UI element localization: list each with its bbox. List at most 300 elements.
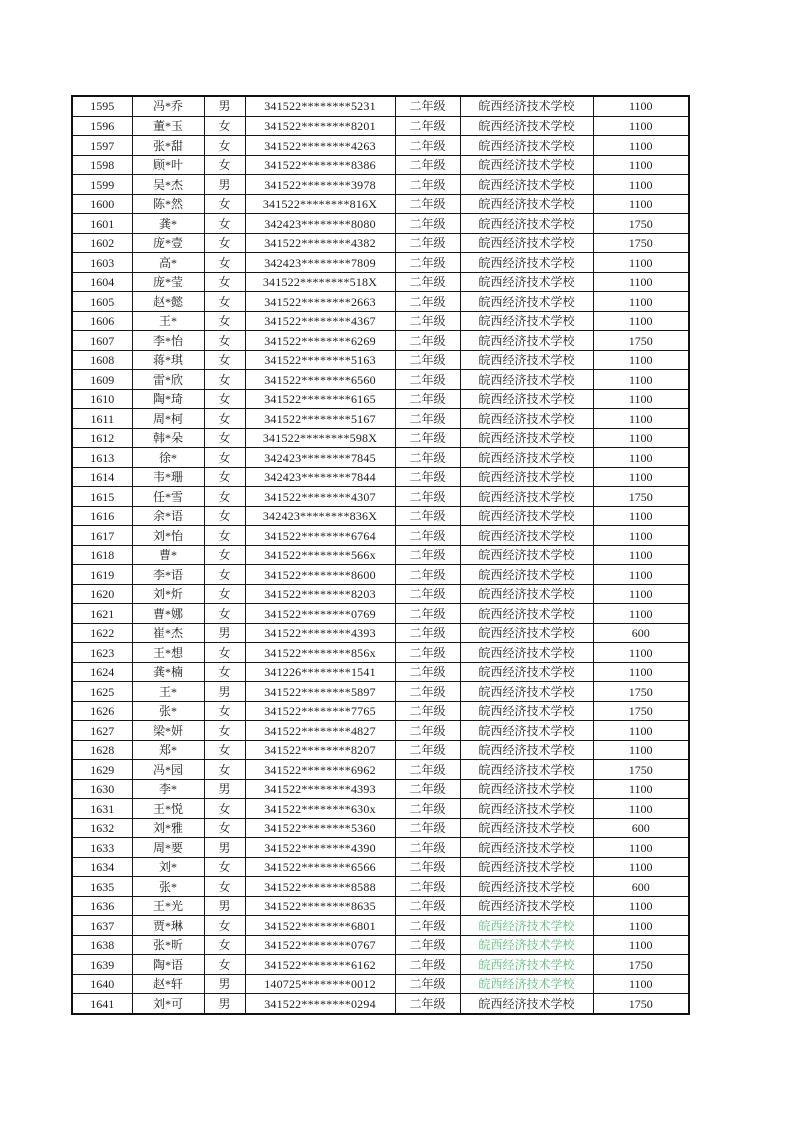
student-name-cell: 周*柯 [132, 409, 204, 429]
gender-cell: 男 [204, 175, 245, 195]
gender-cell: 男 [204, 779, 245, 799]
student-name-cell: 陈*然 [132, 194, 204, 214]
table-row [72, 253, 689, 273]
amount-cell: 1100 [593, 526, 689, 546]
student-name-cell: 董*玉 [132, 116, 204, 136]
grade-cell: 二年级 [395, 467, 460, 487]
table-row [72, 350, 689, 370]
gender-cell: 男 [204, 974, 245, 994]
grade-cell: 二年级 [395, 838, 460, 858]
gender-cell: 女 [204, 526, 245, 546]
gender-cell: 女 [204, 740, 245, 760]
id-number-cell: 342423********7809 [245, 253, 395, 273]
gender-cell: 女 [204, 818, 245, 838]
id-number-cell: 341522********856x [245, 643, 395, 663]
school-name-cell: 皖西经济技术学校 [460, 136, 593, 156]
sequence-number-cell: 1598 [72, 155, 132, 175]
school-name-cell: 皖西经济技术学校 [460, 428, 593, 448]
gender-cell: 女 [204, 721, 245, 741]
amount-cell: 1100 [593, 311, 689, 331]
id-number-cell: 341522********0767 [245, 935, 395, 955]
grade-cell: 二年级 [395, 136, 460, 156]
student-name-cell: 王* [132, 311, 204, 331]
sequence-number-cell: 1620 [72, 584, 132, 604]
school-name-cell: 皖西经济技术学校 [460, 779, 593, 799]
grade-cell: 二年级 [395, 721, 460, 741]
sequence-number-cell: 1630 [72, 779, 132, 799]
table-row [72, 565, 689, 585]
id-number-cell: 140725********0012 [245, 974, 395, 994]
gender-cell: 女 [204, 935, 245, 955]
id-number-cell: 341522********5897 [245, 682, 395, 702]
table-row [72, 389, 689, 409]
table-row [72, 643, 689, 663]
school-name-cell: 皖西经济技术学校 [460, 974, 593, 994]
sequence-number-cell: 1627 [72, 721, 132, 741]
sequence-number-cell: 1624 [72, 662, 132, 682]
student-name-cell: 梁*妍 [132, 721, 204, 741]
amount-cell: 1100 [593, 175, 689, 195]
school-name-cell: 皖西经济技术学校 [460, 799, 593, 819]
amount-cell: 600 [593, 818, 689, 838]
id-number-cell: 341522********8600 [245, 565, 395, 585]
school-name-cell: 皖西经济技术学校 [460, 857, 593, 877]
student-roster-table [71, 95, 690, 1015]
grade-cell: 二年级 [395, 779, 460, 799]
student-name-cell: 冯*园 [132, 760, 204, 780]
student-name-cell: 庞*莹 [132, 272, 204, 292]
sequence-number-cell: 1638 [72, 935, 132, 955]
amount-cell: 1100 [593, 136, 689, 156]
student-name-cell: 韩*朵 [132, 428, 204, 448]
table-row [72, 935, 689, 955]
grade-cell: 二年级 [395, 389, 460, 409]
id-number-cell: 341522********5163 [245, 350, 395, 370]
id-number-cell: 341522********0294 [245, 994, 395, 1014]
table-row [72, 272, 689, 292]
student-name-cell: 张*甜 [132, 136, 204, 156]
grade-cell: 二年级 [395, 857, 460, 877]
student-name-cell: 王* [132, 682, 204, 702]
amount-cell: 1100 [593, 389, 689, 409]
school-name-cell: 皖西经济技术学校 [460, 935, 593, 955]
school-name-cell: 皖西经济技术学校 [460, 409, 593, 429]
grade-cell: 二年级 [395, 974, 460, 994]
amount-cell: 1100 [593, 857, 689, 877]
student-name-cell: 周*要 [132, 838, 204, 858]
table-row [72, 740, 689, 760]
sequence-number-cell: 1600 [72, 194, 132, 214]
student-name-cell: 王*想 [132, 643, 204, 663]
grade-cell: 二年级 [395, 545, 460, 565]
grade-cell: 二年级 [395, 623, 460, 643]
student-roster-table-container [71, 95, 688, 1015]
school-name-cell: 皖西经济技术学校 [460, 721, 593, 741]
grade-cell: 二年级 [395, 96, 460, 116]
grade-cell: 二年级 [395, 214, 460, 234]
student-name-cell: 陶*语 [132, 955, 204, 975]
sequence-number-cell: 1608 [72, 350, 132, 370]
amount-cell: 1100 [593, 896, 689, 916]
amount-cell: 1100 [593, 584, 689, 604]
school-name-cell: 皖西经济技术学校 [460, 643, 593, 663]
amount-cell: 1100 [593, 662, 689, 682]
grade-cell: 二年级 [395, 331, 460, 351]
table-row [72, 662, 689, 682]
id-number-cell: 341522********4393 [245, 779, 395, 799]
amount-cell: 1100 [593, 799, 689, 819]
sequence-number-cell: 1632 [72, 818, 132, 838]
amount-cell: 1750 [593, 331, 689, 351]
grade-cell: 二年级 [395, 604, 460, 624]
id-number-cell: 341522********4367 [245, 311, 395, 331]
grade-cell: 二年级 [395, 116, 460, 136]
amount-cell: 1100 [593, 643, 689, 663]
student-name-cell: 郑* [132, 740, 204, 760]
gender-cell: 女 [204, 214, 245, 234]
table-row [72, 155, 689, 175]
amount-cell: 1100 [593, 545, 689, 565]
table-row [72, 214, 689, 234]
amount-cell: 1100 [593, 935, 689, 955]
school-name-cell: 皖西经济技术学校 [460, 584, 593, 604]
amount-cell: 1100 [593, 370, 689, 390]
student-name-cell: 任*雪 [132, 487, 204, 507]
id-number-cell: 341522********8635 [245, 896, 395, 916]
student-name-cell: 高* [132, 253, 204, 273]
table-row [72, 545, 689, 565]
id-number-cell: 341522********6962 [245, 760, 395, 780]
id-number-cell: 341522********4827 [245, 721, 395, 741]
id-number-cell: 341522********6566 [245, 857, 395, 877]
school-name-cell: 皖西经济技术学校 [460, 955, 593, 975]
amount-cell: 1100 [593, 916, 689, 936]
school-name-cell: 皖西经济技术学校 [460, 662, 593, 682]
id-number-cell: 341522********5167 [245, 409, 395, 429]
table-row [72, 448, 689, 468]
sequence-number-cell: 1605 [72, 292, 132, 312]
amount-cell: 1750 [593, 994, 689, 1014]
id-number-cell: 341226********1541 [245, 662, 395, 682]
id-number-cell: 341522********3978 [245, 175, 395, 195]
school-name-cell: 皖西经济技术学校 [460, 214, 593, 234]
gender-cell: 女 [204, 799, 245, 819]
school-name-cell: 皖西经济技术学校 [460, 253, 593, 273]
student-name-cell: 张* [132, 877, 204, 897]
grade-cell: 二年级 [395, 896, 460, 916]
gender-cell: 女 [204, 155, 245, 175]
grade-cell: 二年级 [395, 487, 460, 507]
table-row [72, 331, 689, 351]
id-number-cell: 341522********6162 [245, 955, 395, 975]
grade-cell: 二年级 [395, 233, 460, 253]
amount-cell: 1100 [593, 409, 689, 429]
gender-cell: 女 [204, 506, 245, 526]
amount-cell: 1750 [593, 701, 689, 721]
id-number-cell: 341522********7765 [245, 701, 395, 721]
school-name-cell: 皖西经济技术学校 [460, 604, 593, 624]
school-name-cell: 皖西经济技术学校 [460, 623, 593, 643]
amount-cell: 1100 [593, 350, 689, 370]
school-name-cell: 皖西经济技术学校 [460, 994, 593, 1014]
school-name-cell: 皖西经济技术学校 [460, 272, 593, 292]
sequence-number-cell: 1623 [72, 643, 132, 663]
school-name-cell: 皖西经济技术学校 [460, 701, 593, 721]
amount-cell: 600 [593, 877, 689, 897]
sequence-number-cell: 1633 [72, 838, 132, 858]
amount-cell: 1100 [593, 253, 689, 273]
amount-cell: 1100 [593, 272, 689, 292]
amount-cell: 1100 [593, 292, 689, 312]
gender-cell: 女 [204, 545, 245, 565]
sequence-number-cell: 1621 [72, 604, 132, 624]
id-number-cell: 341522********5231 [245, 96, 395, 116]
student-name-cell: 韦*珊 [132, 467, 204, 487]
id-number-cell: 342423********8080 [245, 214, 395, 234]
id-number-cell: 341522********566x [245, 545, 395, 565]
gender-cell: 男 [204, 838, 245, 858]
grade-cell: 二年级 [395, 877, 460, 897]
amount-cell: 1100 [593, 565, 689, 585]
amount-cell: 600 [593, 623, 689, 643]
table-body [72, 96, 689, 1014]
sequence-number-cell: 1614 [72, 467, 132, 487]
amount-cell: 1100 [593, 779, 689, 799]
student-name-cell: 吴*杰 [132, 175, 204, 195]
amount-cell: 1750 [593, 760, 689, 780]
amount-cell: 1750 [593, 955, 689, 975]
student-name-cell: 雷*欣 [132, 370, 204, 390]
student-name-cell: 曹*娜 [132, 604, 204, 624]
school-name-cell: 皖西经济技术学校 [460, 350, 593, 370]
sequence-number-cell: 1622 [72, 623, 132, 643]
table-row [72, 721, 689, 741]
student-name-cell: 刘*雅 [132, 818, 204, 838]
gender-cell: 女 [204, 877, 245, 897]
id-number-cell: 341522********598X [245, 428, 395, 448]
gender-cell: 男 [204, 896, 245, 916]
amount-cell: 1750 [593, 682, 689, 702]
sequence-number-cell: 1612 [72, 428, 132, 448]
sequence-number-cell: 1625 [72, 682, 132, 702]
grade-cell: 二年级 [395, 311, 460, 331]
student-name-cell: 刘*怡 [132, 526, 204, 546]
grade-cell: 二年级 [395, 916, 460, 936]
table-row [72, 877, 689, 897]
sequence-number-cell: 1611 [72, 409, 132, 429]
sequence-number-cell: 1615 [72, 487, 132, 507]
table-row [72, 701, 689, 721]
school-name-cell: 皖西经济技术学校 [460, 233, 593, 253]
school-name-cell: 皖西经济技术学校 [460, 116, 593, 136]
table-row [72, 409, 689, 429]
gender-cell: 女 [204, 428, 245, 448]
table-row [72, 994, 689, 1014]
student-name-cell: 庞*壹 [132, 233, 204, 253]
sequence-number-cell: 1619 [72, 565, 132, 585]
gender-cell: 女 [204, 467, 245, 487]
school-name-cell: 皖西经济技术学校 [460, 526, 593, 546]
grade-cell: 二年级 [395, 565, 460, 585]
id-number-cell: 341522********8203 [245, 584, 395, 604]
grade-cell: 二年级 [395, 155, 460, 175]
gender-cell: 女 [204, 584, 245, 604]
table-row [72, 526, 689, 546]
student-name-cell: 顾*叶 [132, 155, 204, 175]
student-name-cell: 冯*乔 [132, 96, 204, 116]
table-row [72, 799, 689, 819]
gender-cell: 女 [204, 311, 245, 331]
sequence-number-cell: 1607 [72, 331, 132, 351]
id-number-cell: 341522********8207 [245, 740, 395, 760]
school-name-cell: 皖西经济技术学校 [460, 175, 593, 195]
school-name-cell: 皖西经济技术学校 [460, 370, 593, 390]
id-number-cell: 341522********4307 [245, 487, 395, 507]
sequence-number-cell: 1597 [72, 136, 132, 156]
id-number-cell: 341522********6165 [245, 389, 395, 409]
table-row [72, 584, 689, 604]
gender-cell: 女 [204, 760, 245, 780]
grade-cell: 二年级 [395, 682, 460, 702]
table-row [72, 96, 689, 116]
gender-cell: 男 [204, 96, 245, 116]
sequence-number-cell: 1616 [72, 506, 132, 526]
student-name-cell: 蒋*琪 [132, 350, 204, 370]
sequence-number-cell: 1635 [72, 877, 132, 897]
table-row [72, 487, 689, 507]
sequence-number-cell: 1637 [72, 916, 132, 936]
student-name-cell: 李* [132, 779, 204, 799]
sequence-number-cell: 1629 [72, 760, 132, 780]
grade-cell: 二年级 [395, 506, 460, 526]
school-name-cell: 皖西经济技术学校 [460, 838, 593, 858]
school-name-cell: 皖西经济技术学校 [460, 877, 593, 897]
grade-cell: 二年级 [395, 350, 460, 370]
student-name-cell: 王*光 [132, 896, 204, 916]
id-number-cell: 341522********816X [245, 194, 395, 214]
table-row [72, 896, 689, 916]
table-row [72, 506, 689, 526]
amount-cell: 1100 [593, 740, 689, 760]
student-name-cell: 崔*杰 [132, 623, 204, 643]
amount-cell: 1100 [593, 428, 689, 448]
amount-cell: 1100 [593, 974, 689, 994]
school-name-cell: 皖西经济技术学校 [460, 292, 593, 312]
sequence-number-cell: 1626 [72, 701, 132, 721]
table-row [72, 916, 689, 936]
id-number-cell: 341522********6560 [245, 370, 395, 390]
grade-cell: 二年级 [395, 643, 460, 663]
id-number-cell: 341522********8386 [245, 155, 395, 175]
sequence-number-cell: 1609 [72, 370, 132, 390]
gender-cell: 女 [204, 701, 245, 721]
sequence-number-cell: 1634 [72, 857, 132, 877]
school-name-cell: 皖西经济技术学校 [460, 389, 593, 409]
grade-cell: 二年级 [395, 272, 460, 292]
id-number-cell: 342423********836X [245, 506, 395, 526]
gender-cell: 男 [204, 682, 245, 702]
sequence-number-cell: 1606 [72, 311, 132, 331]
grade-cell: 二年级 [395, 409, 460, 429]
table-row [72, 604, 689, 624]
id-number-cell: 341522********8588 [245, 877, 395, 897]
gender-cell: 女 [204, 389, 245, 409]
gender-cell: 女 [204, 643, 245, 663]
grade-cell: 二年级 [395, 370, 460, 390]
grade-cell: 二年级 [395, 526, 460, 546]
gender-cell: 男 [204, 994, 245, 1014]
gender-cell: 女 [204, 116, 245, 136]
table-row [72, 116, 689, 136]
table-row [72, 818, 689, 838]
sequence-number-cell: 1628 [72, 740, 132, 760]
student-name-cell: 陶*琦 [132, 389, 204, 409]
amount-cell: 1100 [593, 721, 689, 741]
student-name-cell: 王*悦 [132, 799, 204, 819]
grade-cell: 二年级 [395, 292, 460, 312]
school-name-cell: 皖西经济技术学校 [460, 760, 593, 780]
grade-cell: 二年级 [395, 584, 460, 604]
sequence-number-cell: 1610 [72, 389, 132, 409]
sequence-number-cell: 1599 [72, 175, 132, 195]
sequence-number-cell: 1602 [72, 233, 132, 253]
id-number-cell: 342423********7845 [245, 448, 395, 468]
student-name-cell: 徐* [132, 448, 204, 468]
table-row [72, 175, 689, 195]
id-number-cell: 341522********4393 [245, 623, 395, 643]
gender-cell: 女 [204, 331, 245, 351]
sequence-number-cell: 1636 [72, 896, 132, 916]
grade-cell: 二年级 [395, 175, 460, 195]
sequence-number-cell: 1603 [72, 253, 132, 273]
id-number-cell: 341522********6269 [245, 331, 395, 351]
gender-cell: 女 [204, 662, 245, 682]
school-name-cell: 皖西经济技术学校 [460, 545, 593, 565]
table-row [72, 974, 689, 994]
sequence-number-cell: 1640 [72, 974, 132, 994]
gender-cell: 女 [204, 136, 245, 156]
student-name-cell: 曹* [132, 545, 204, 565]
grade-cell: 二年级 [395, 994, 460, 1014]
table-row [72, 838, 689, 858]
grade-cell: 二年级 [395, 253, 460, 273]
table-row [72, 467, 689, 487]
student-name-cell: 龚*楠 [132, 662, 204, 682]
table-row [72, 760, 689, 780]
student-name-cell: 张*昕 [132, 935, 204, 955]
grade-cell: 二年级 [395, 701, 460, 721]
student-name-cell: 张* [132, 701, 204, 721]
id-number-cell: 341522********518X [245, 272, 395, 292]
student-name-cell: 刘* [132, 857, 204, 877]
student-name-cell: 李*语 [132, 565, 204, 585]
grade-cell: 二年级 [395, 740, 460, 760]
amount-cell: 1100 [593, 155, 689, 175]
gender-cell: 女 [204, 370, 245, 390]
grade-cell: 二年级 [395, 760, 460, 780]
id-number-cell: 341522********2663 [245, 292, 395, 312]
sequence-number-cell: 1631 [72, 799, 132, 819]
table-row [72, 233, 689, 253]
grade-cell: 二年级 [395, 662, 460, 682]
table-row [72, 623, 689, 643]
gender-cell: 女 [204, 916, 245, 936]
id-number-cell: 341522********4382 [245, 233, 395, 253]
student-name-cell: 贾*琳 [132, 916, 204, 936]
id-number-cell: 342423********7844 [245, 467, 395, 487]
table-row [72, 311, 689, 331]
grade-cell: 二年级 [395, 799, 460, 819]
